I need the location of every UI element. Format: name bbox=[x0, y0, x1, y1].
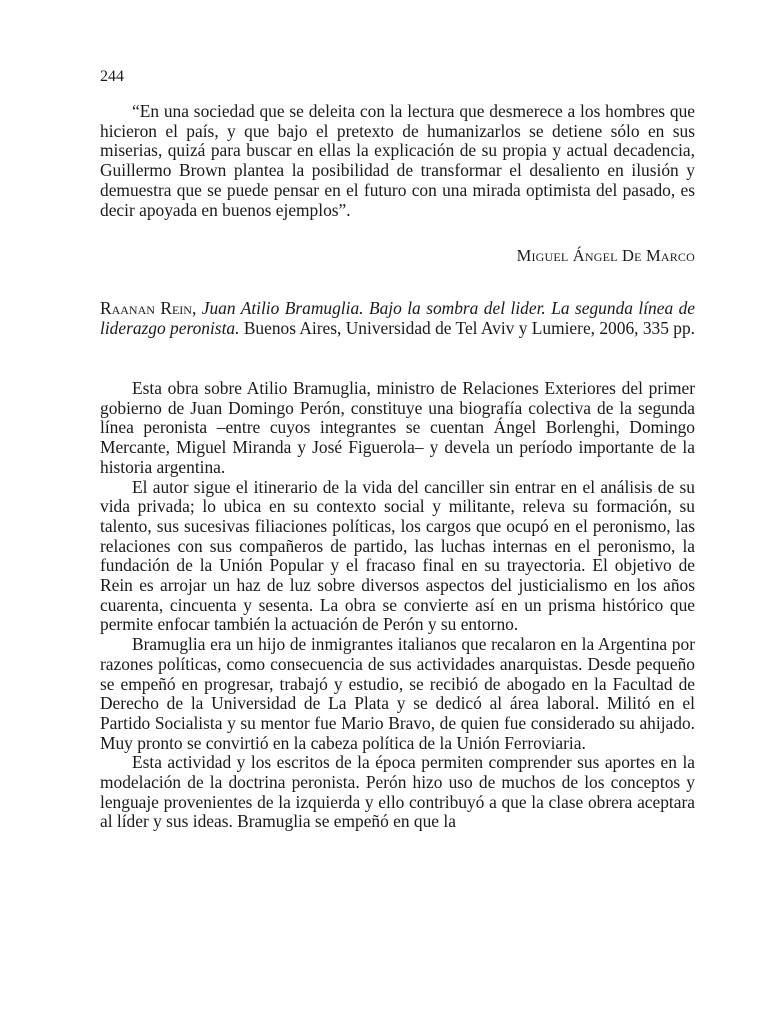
quote-signature: Miguel Ángel De Marco bbox=[516, 246, 695, 265]
review-body bbox=[100, 379, 695, 832]
body-paragraph-2: El autor sigue el itinerario de la vida del canciller sin entrar en el análisis de su vida privada; lo ubica en su contexto social y militante, releva su formación, su talento, sus sucesivas filiaciones políticas, los cargos que ocupó en el peronismo, las relaciones con sus compañeros de partido, las luchas internas en el peronismo, la fundación de la Unión Popular y el fracaso final en su trayectoria. El objetivo de Rein es arrojar un haz de luz sobre diversos aspectos del justicialismo en los años cuarenta, cincuenta y sesenta. La obra se convierte así en un prisma histórico que permite enfocar también la actuación de Perón y su entorno. bbox=[100, 476, 695, 635]
body-paragraph-4: Esta actividad y los escritos de la época permiten comprender sus aportes en la modelación de la doctrina peronista. Perón hizo uso de muchos de los conceptos y lenguaje provenientes de la izquierda y ello contribuyó a que la clase obrera aceptara al líder y sus ideas. Bramuglia se empeñó en que la bbox=[100, 752, 695, 832]
citation-publication: Buenos Aires, Universidad de Tel Aviv y Lumiere, 2006, 335 pp. bbox=[243, 317, 696, 338]
citation-author: Raanan Rein bbox=[100, 298, 192, 318]
review-citation bbox=[100, 299, 695, 338]
epigraph-quote-block bbox=[100, 102, 695, 220]
quote-paragraph: “En una sociedad que se deleita con la lectura que desmerece a los hombres que hicieron el país, y que bajo el pretexto de humanizarlos se detiene sólo en sus miserias, quizá para buscar en ellas la explicación de su propia y actual decadencia, Guillermo Brown plantea la posibilidad de transformar el desaliento en ilusión y demuestra que se puede pensar en el futuro con una mirada optimista del pasado, es decir apoyada en buenos ejemplos”. bbox=[100, 101, 695, 220]
page-number: 244 bbox=[100, 68, 124, 85]
citation-title: Juan Atilio Bramuglia. Bajo la sombra del lider. La segunda línea de liderazgo peronista. bbox=[100, 298, 696, 338]
body-paragraph-3: Bramuglia era un hijo de inmigrantes italianos que recalaron en la Argentina por razones políticas, como consecuencia de sus actividades anarquistas. Desde pequeño se empeñó en progresar, trabajó y estudio, se recibió de abogado en la Facultad de Derecho de la Universidad de La Plata y se dedicó al área laboral. Militó en el Partido Socialista y su mentor fue Mario Bravo, de quien fue considerado su ahijado. Muy pronto se convirtió en la cabeza política de la Unión Ferroviaria. bbox=[100, 634, 695, 753]
body-paragraph-1: Esta obra sobre Atilio Bramuglia, ministro de Relaciones Exteriores del primer gobierno de Juan Domingo Perón, constituye una biografía colectiva de la segunda línea peronista –entre cuyos integrantes se cuentan Ángel Borlenghi, Domingo Mercante, Miguel Miranda y José Figuerola– y devela un período importante de la historia argentina. bbox=[100, 378, 695, 477]
citation-paragraph: Raanan Rein, Juan Atilio Bramuglia. Bajo la sombra del lider. La segunda línea de liderazgo peronista. Buenos Aires, Universidad de Tel Aviv y Lumiere, 2006, 335 pp. bbox=[100, 298, 696, 338]
